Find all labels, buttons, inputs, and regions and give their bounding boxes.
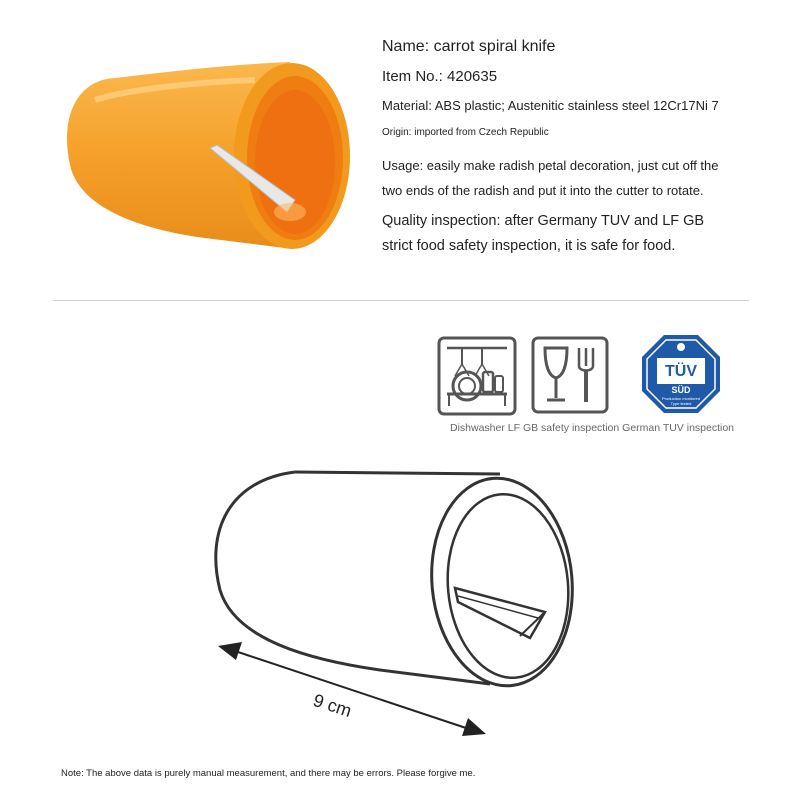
tuv-brand: TÜV bbox=[665, 363, 697, 380]
item-number: Item No.: 420635 bbox=[382, 68, 498, 85]
quality-text: Quality inspection: after Germany TUV and LF GB strict food safety inspection, it is safe for food. bbox=[382, 213, 705, 254]
product-photo bbox=[55, 50, 365, 260]
tuv-sub: SÜD bbox=[671, 385, 691, 395]
section-divider bbox=[53, 300, 749, 301]
tuv-sud-icon bbox=[640, 333, 722, 415]
dimension-label: 9 cm bbox=[310, 690, 355, 722]
origin-text: Origin: imported from Czech Republic bbox=[382, 127, 549, 138]
food-safe-icon bbox=[531, 336, 609, 414]
dimension-diagram bbox=[200, 460, 600, 750]
material-text: Material: ABS plastic; Austenitic stainless steel 12Cr17Ni 7 bbox=[382, 98, 719, 113]
measurement-note: Note: The above data is purely manual measurement, and there may be errors. Please forgive me. bbox=[61, 768, 476, 779]
tuv-line2: Type tested bbox=[670, 401, 692, 406]
usage-text: Usage: easily make radish petal decoration, just cut off the two ends of the radish and put it into the cutter to rotate. bbox=[382, 158, 719, 198]
product-name: Name: carrot spiral knife bbox=[382, 38, 556, 55]
tuv-line1: Production monitored bbox=[661, 396, 701, 401]
badge-caption: Dishwasher LF GB safety inspection German TUV inspection bbox=[450, 422, 735, 434]
dishwasher-safe-icon bbox=[437, 336, 517, 416]
